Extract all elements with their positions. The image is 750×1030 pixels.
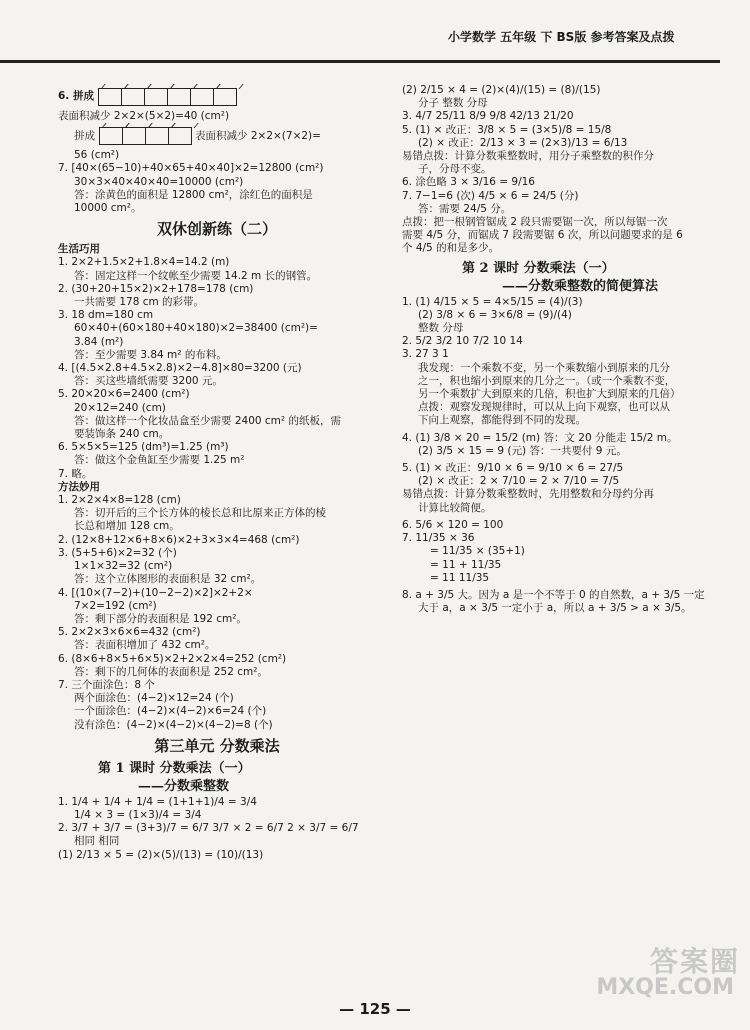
right-line: 我发现：一个乘数不变，另一个乘数缩小到原来的几分 <box>418 361 670 374</box>
left-line: 1. 2×2×4×8=128 (cm) <box>58 494 181 507</box>
left-line: 5. 20×20×6=2400 (cm²) <box>58 388 190 401</box>
right-line: 5. (1) × 改正：9/10 × 6 = 9/10 × 6 = 27/5 <box>402 462 624 475</box>
q7-line3: 答：涂黄色的面积是 12800 cm²，涂红色的面积是 <box>74 188 313 201</box>
left-line: 6. (8×6+8×5+6×5)×2+2×2×4=252 (cm²) <box>58 652 287 665</box>
right-line: 1. (1) 4/15 × 5 = 4×5/15 = (4)/(3) <box>402 295 583 308</box>
left-line: 7. 略。 <box>58 467 93 480</box>
q6-label: 6. 拼成 <box>58 90 94 103</box>
unit-title: 第三单元 分数乘法 <box>154 736 280 755</box>
left-line: 20×12=240 (cm) <box>74 401 166 414</box>
right-line: 5. (1) × 改正：3/8 × 5 = (3×5)/8 = 15/8 <box>402 123 612 136</box>
life-title: 生活巧用 <box>58 243 100 256</box>
lesson1-title: 第 1 课时 分数乘法（一） <box>98 760 251 776</box>
right-line: 7. 11/35 × 36 <box>402 532 475 545</box>
header-title: 小学数学 五年级 下 BS版 参考答案及点拨 <box>448 30 675 44</box>
right-column <box>402 84 722 615</box>
right-line: 4. (1) 3/8 × 20 = 15/2 (m) 答：文 20 分能走 15/2 m。 <box>402 431 678 444</box>
left-line: 4. [(10×(7−2)+(10−2−2)×2]×2+2× <box>58 586 253 599</box>
right-line: 3. 27 3 1 <box>402 348 449 361</box>
right-line: 计算比较简便。 <box>418 501 492 514</box>
left-line: (1) 2/13 × 5 = (2)×(5)/(13) = (10)/(13) <box>58 848 264 861</box>
right-line: (2) × 改正：2 × 7/10 = 2 × 7/10 = 7/5 <box>418 475 620 488</box>
q6-label2: 拼成 <box>74 129 95 142</box>
right-line: 分子 整数 分母 <box>418 97 488 110</box>
right-line: 8. a + 3/5 大。因为 a 是一个不等于 0 的自然数，a + 3/5 一定 <box>402 588 705 601</box>
q6-line2: 表面积减少 2×2×(7×2)= <box>195 129 321 142</box>
cubes-figure-2 <box>99 127 191 145</box>
lesson1-subtitle: ——分数乘整数 <box>138 778 230 794</box>
right-line: 另一个乘数扩大到原来的几倍，积也扩大到原来的几倍） <box>418 388 681 401</box>
left-line: 7. 三个面涂色：8 个 <box>58 678 155 691</box>
right-line: 易错点拨：计算分数乘整数时，用分子乘整数的积作分 <box>402 150 654 163</box>
left-line: 答：表面积增加了 432 cm²。 <box>74 639 216 652</box>
q6-line3: 56 (cm²) <box>74 149 120 162</box>
left-line: 一个面涂色：(4−2)×(4−2)×6=24 (个) <box>74 705 267 718</box>
left-line: 1. 2×2+1.5×2+1.8×4=14.2 (m) <box>58 256 230 269</box>
left-line: 答：切开后的三个长方体的棱长总和比原来正方体的棱 <box>74 507 326 520</box>
left-line: 长总和增加 128 cm。 <box>74 520 180 533</box>
left-line: 答：至少需要 3.84 m² 的布料。 <box>74 348 227 361</box>
watermark-logo: 答案圈 <box>649 945 740 978</box>
right-line: 点拨：观察发现规律时，可以从上向下观察，也可以从 <box>418 401 670 414</box>
right-line: (2) × 改正：2/13 × 3 = (2×3)/13 = 6/13 <box>418 136 628 149</box>
q6-line1: 表面积减少 2×2×(5×2)=40 (cm²) <box>58 110 230 122</box>
right-line: 需要 4/5 分，而锯成 7 段需要锯 6 次，所以问题要求的是 6 <box>402 229 683 242</box>
watermark-url: MXQE.COM <box>596 975 734 1000</box>
right-line: = 11 + 11/35 <box>430 558 502 571</box>
right-line: 7. 7−1=6 (次) 4/5 × 6 = 24/5 (分) <box>402 189 579 202</box>
cubes-figure-1 <box>98 88 236 106</box>
q6-row2 <box>58 123 376 149</box>
left-line: 3. (5+5+6)×2=32 (个) <box>58 546 177 559</box>
q7-line2: 30×3×40×40×40=10000 (cm²) <box>74 175 244 188</box>
q7-line1: 7. [40×(65−10)+40×65+40×40]×2=12800 (cm²) <box>58 162 324 175</box>
left-line: 答：剩下部分的表面积是 192 cm²。 <box>74 612 247 625</box>
left-line: 答：固定这样一个纹帐至少需要 14.2 m 长的钢管。 <box>74 269 318 282</box>
right-line: 易错点拨：计算分数乘整数时，先用整数和分母约分再 <box>402 488 654 501</box>
left-line: 答：买这些墙纸需要 3200 元。 <box>74 375 223 388</box>
left-line: 1×1×32=32 (cm²) <box>74 560 173 573</box>
left-line: 答：做这样一个化妆品盒至少需要 2400 cm² 的纸板，需 <box>74 414 341 427</box>
right-line: 3. 4/7 25/11 8/9 9/8 42/13 21/20 <box>402 110 574 123</box>
left-line: 1. 1/4 + 1/4 + 1/4 = (1+1+1)/4 = 3/4 <box>58 795 257 808</box>
left-line: 2. (12×8+12×6+8×6)×2+3×3×4=468 (cm²) <box>58 533 300 546</box>
right-line: 点拨：把一根钢管锯成 2 段只需要锯一次，所以每锯一次 <box>402 216 668 229</box>
right-line: (2) 3/8 × 6 = 3×6/8 = (9)/(4) <box>418 308 572 321</box>
left-line: 相同 相同 <box>74 835 120 848</box>
left-line: 3. 18 dm=180 cm <box>58 309 154 322</box>
left-line: 要装饰条 240 cm。 <box>74 428 170 441</box>
q6-row1 <box>58 84 376 110</box>
left-line: 4. [(4.5×2.8+4.5×2.8)×2−4.8]×80=3200 (元) <box>58 362 302 375</box>
header-rule <box>0 60 720 63</box>
left-line: 1/4 × 3 = (1×3)/4 = 3/4 <box>74 808 202 821</box>
right-line: 下向上观察，都能得到不同的发现。 <box>418 414 586 427</box>
right-line: (2) 3/5 × 15 = 9 (元) 答：一共要付 9 元。 <box>418 444 627 457</box>
left-line: 5. 2×2×3×6×6=432 (cm²) <box>58 626 201 639</box>
left-line: 答：做这个金鱼缸至少需要 1.25 m² <box>74 454 245 467</box>
left-line: 7×2=192 (cm²) <box>74 599 157 612</box>
right-line: = 11/35 × (35+1) <box>430 545 525 558</box>
right-line: 大于 a，a × 3/5 一定小于 a，所以 a + 3/5 > a × 3/5。 <box>418 602 692 615</box>
right-line: 答：需要 24/5 分。 <box>418 202 512 215</box>
right-line: = 11 11/35 <box>430 571 490 584</box>
lesson2-subtitle: ——分数乘整数的简便算法 <box>502 278 659 294</box>
left-line: 答：这个立体图形的表面积是 32 cm²。 <box>74 573 262 586</box>
right-line: (2) 2/15 × 4 = (2)×(4)/(15) = (8)/(15) <box>402 84 601 96</box>
left-line: 2. 3/7 + 3/7 = (3+3)/7 = 6/7 3/7 × 2 = 6/7 2 × 3/7 = 6/7 <box>58 822 359 835</box>
right-line: 个 4/5 的和是多少。 <box>402 242 500 255</box>
left-line: 一共需要 178 cm 的彩带。 <box>74 296 205 309</box>
left-line: 6. 5×5×5=125 (dm³)=1.25 (m³) <box>58 441 229 454</box>
right-line: 子，分母不变。 <box>418 163 492 176</box>
right-line: 整数 分母 <box>418 322 464 335</box>
left-line: 没有涂色：(4−2)×(4−2)×(4−2)=8 (个) <box>74 718 273 731</box>
page-number: — 125 — <box>339 1000 411 1018</box>
left-line: 答：剩下的几何体的表面积是 252 cm²。 <box>74 665 268 678</box>
method-title: 方法妙用 <box>58 480 100 493</box>
left-line: 2. (30+20+15×2)×2+178=178 (cm) <box>58 282 254 295</box>
right-line: 之一，积也缩小到原来的几分之一。（或一个乘数不变， <box>418 374 676 387</box>
left-line: 3.84 (m²) <box>74 335 124 348</box>
right-line: 6. 5/6 × 120 = 100 <box>402 518 504 531</box>
lesson2-title: 第 2 课时 分数乘法（一） <box>462 260 615 276</box>
q7-line4: 10000 cm²。 <box>74 202 142 215</box>
right-line: 6. 涂色略 3 × 3/16 = 9/16 <box>402 176 535 189</box>
left-line: 60×40+(60×180+40×180)×2=38400 (cm²)= <box>74 322 318 335</box>
left-column <box>58 84 376 862</box>
left-line: 两个面涂色：(4−2)×12=24 (个) <box>74 692 234 705</box>
section-title-1: 双休创新练（二） <box>156 220 277 239</box>
right-line: 2. 5/2 3/2 10 7/2 10 14 <box>402 335 523 348</box>
